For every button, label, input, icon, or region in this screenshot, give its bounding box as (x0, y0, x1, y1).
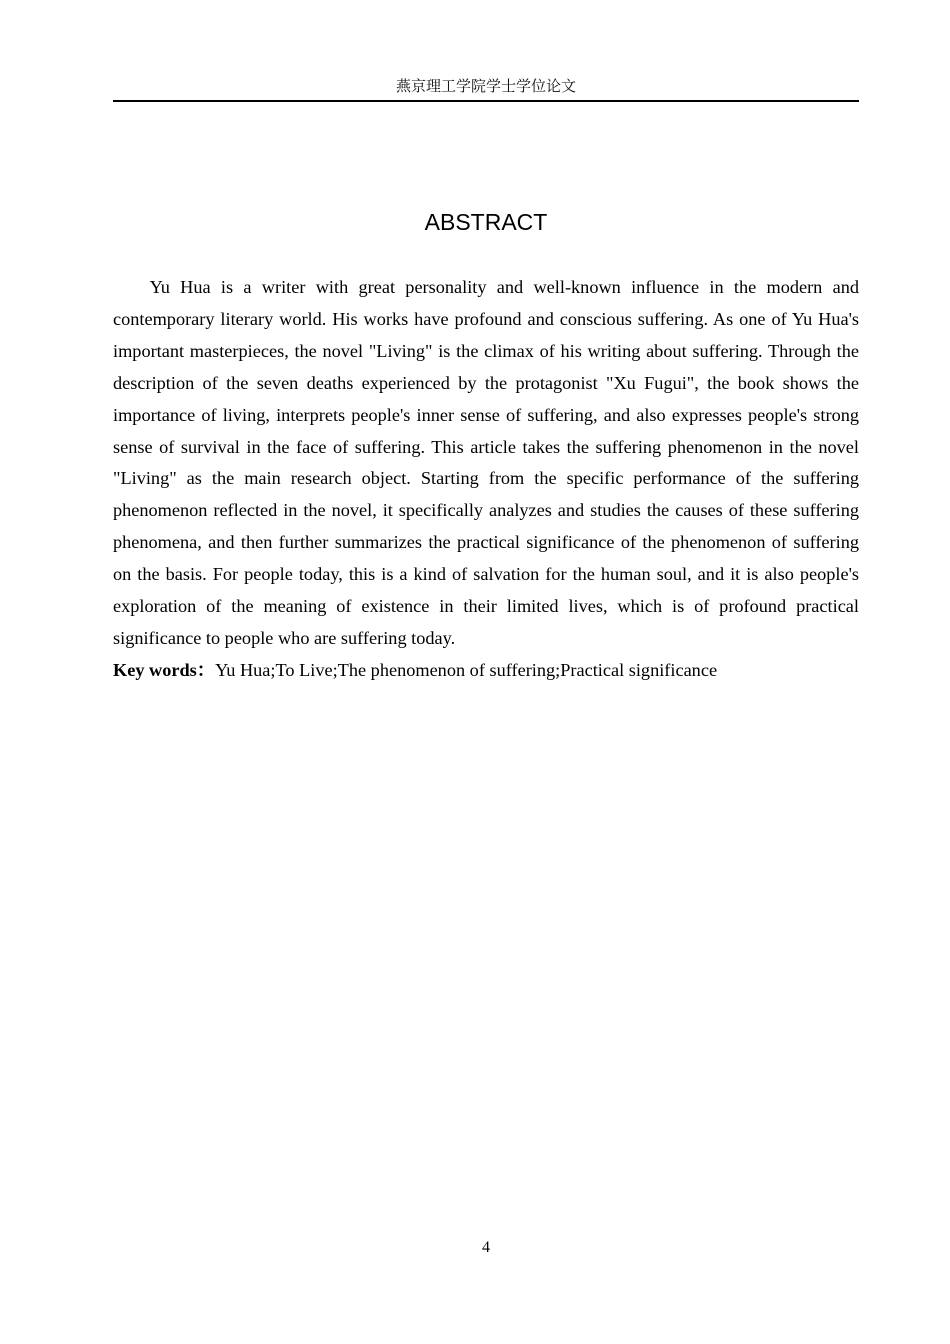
running-header: 燕京理工学院学士学位论文 (395, 77, 576, 95)
page-number: 4 (482, 1239, 490, 1256)
abstract-title: ABSTRACT (424, 209, 548, 235)
abstract-body: Yu Hua is a writer with great personality and well-known influence in the modern and contemporary literary world. His works have profound and conscious suffering. As one of Yu Hua's important masterpieces, the novel "Living" is the climax of his writing about suffering. Through the description of the seven deaths experienced by the protagonist "Xu Fugui", the book shows the importance of living, interprets people's inner sense of suffering, and also expresses people's strong sense of survival in the face of suffering. This article takes the suffering phenomenon in the novel "Living" as the main research object. Starting from the specific performance of the suffering phenomenon reflected in the novel, it specifically analyzes and studies the causes of these suffering phenomena, and then further summarizes the practical significance of the phenomenon of suffering on the basis. For people today, this is a kind of salvation for the human soul, and it is also people's exploration of the meaning of existence in their limited lives, which is of profound practical significance to people who are suffering today. (113, 277, 859, 648)
keywords-label: Key words： (113, 660, 216, 680)
keywords-line (113, 655, 859, 687)
keywords-text: Yu Hua;To Live;The phenomenon of suffering;Practical significance (215, 660, 718, 680)
header-rule (113, 100, 859, 102)
